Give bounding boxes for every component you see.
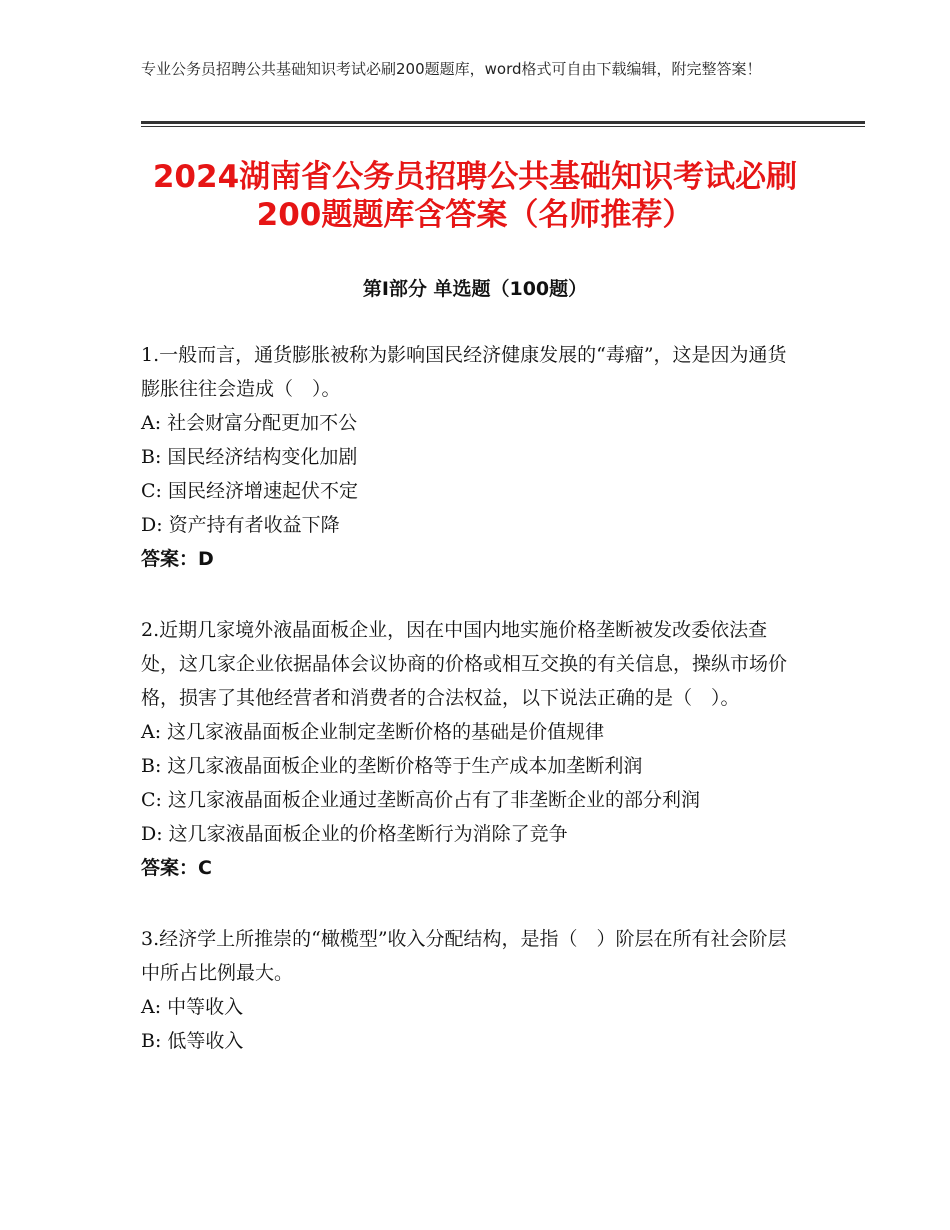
document-title: 2024湖南省公务员招聘公共基础知识考试必刷200题题库含答案（名师推荐） xyxy=(152,159,798,233)
answer-label: 答案：D xyxy=(141,548,214,570)
question-3 xyxy=(141,922,801,1058)
header-divider-thin xyxy=(141,126,865,127)
option-b: B: 国民经济结构变化加剧 xyxy=(141,446,358,468)
header-divider-thick xyxy=(141,121,865,124)
option-a: A: 中等收入 xyxy=(141,996,244,1018)
option-d: D: 这几家液晶面板企业的价格垄断行为消除了竞争 xyxy=(141,823,568,845)
answer-label: 答案：C xyxy=(141,857,212,879)
option-c: C: 这几家液晶面板企业通过垄断高价占有了非垄断企业的部分利润 xyxy=(141,789,700,811)
option-a: A: 社会财富分配更加不公 xyxy=(141,412,358,434)
option-a: A: 这几家液晶面板企业制定垄断价格的基础是价值规律 xyxy=(141,721,605,743)
option-c: C: 国民经济增速起伏不定 xyxy=(141,480,358,502)
option-d: D: 资产持有者收益下降 xyxy=(141,514,340,536)
option-b: B: 这几家液晶面板企业的垄断价格等于生产成本加垄断利润 xyxy=(141,755,643,777)
question-stem: 2.近期几家境外液晶面板企业，因在中国内地实施价格垄断被发改委依法查处，这几家企业依据晶体会议协商的价格或相互交换的有关信息，操纵市场价格，损害了其他经营者和消费者的合法权益，以下说法正确的是（ ）。 xyxy=(141,619,788,709)
question-stem: 1.一般而言，通货膨胀被称为影响国民经济健康发展的“毒瘤”，这是因为通货膨胀往往会造成（ ）。 xyxy=(141,344,787,400)
section-title: 第Ⅰ部分 单选题（100题） xyxy=(362,278,588,300)
option-b: B: 低等收入 xyxy=(141,1030,244,1052)
question-stem: 3.经济学上所推崇的“橄榄型”收入分配结构，是指（ ）阶层在所有社会阶层中所占比例最大。 xyxy=(141,928,787,984)
question-list xyxy=(141,338,801,1095)
header-note: 专业公务员招聘公共基础知识考试必刷200题题库，word格式可自由下载编辑，附完整答案！ xyxy=(141,60,762,78)
question-2 xyxy=(141,613,801,885)
question-1 xyxy=(141,338,801,576)
